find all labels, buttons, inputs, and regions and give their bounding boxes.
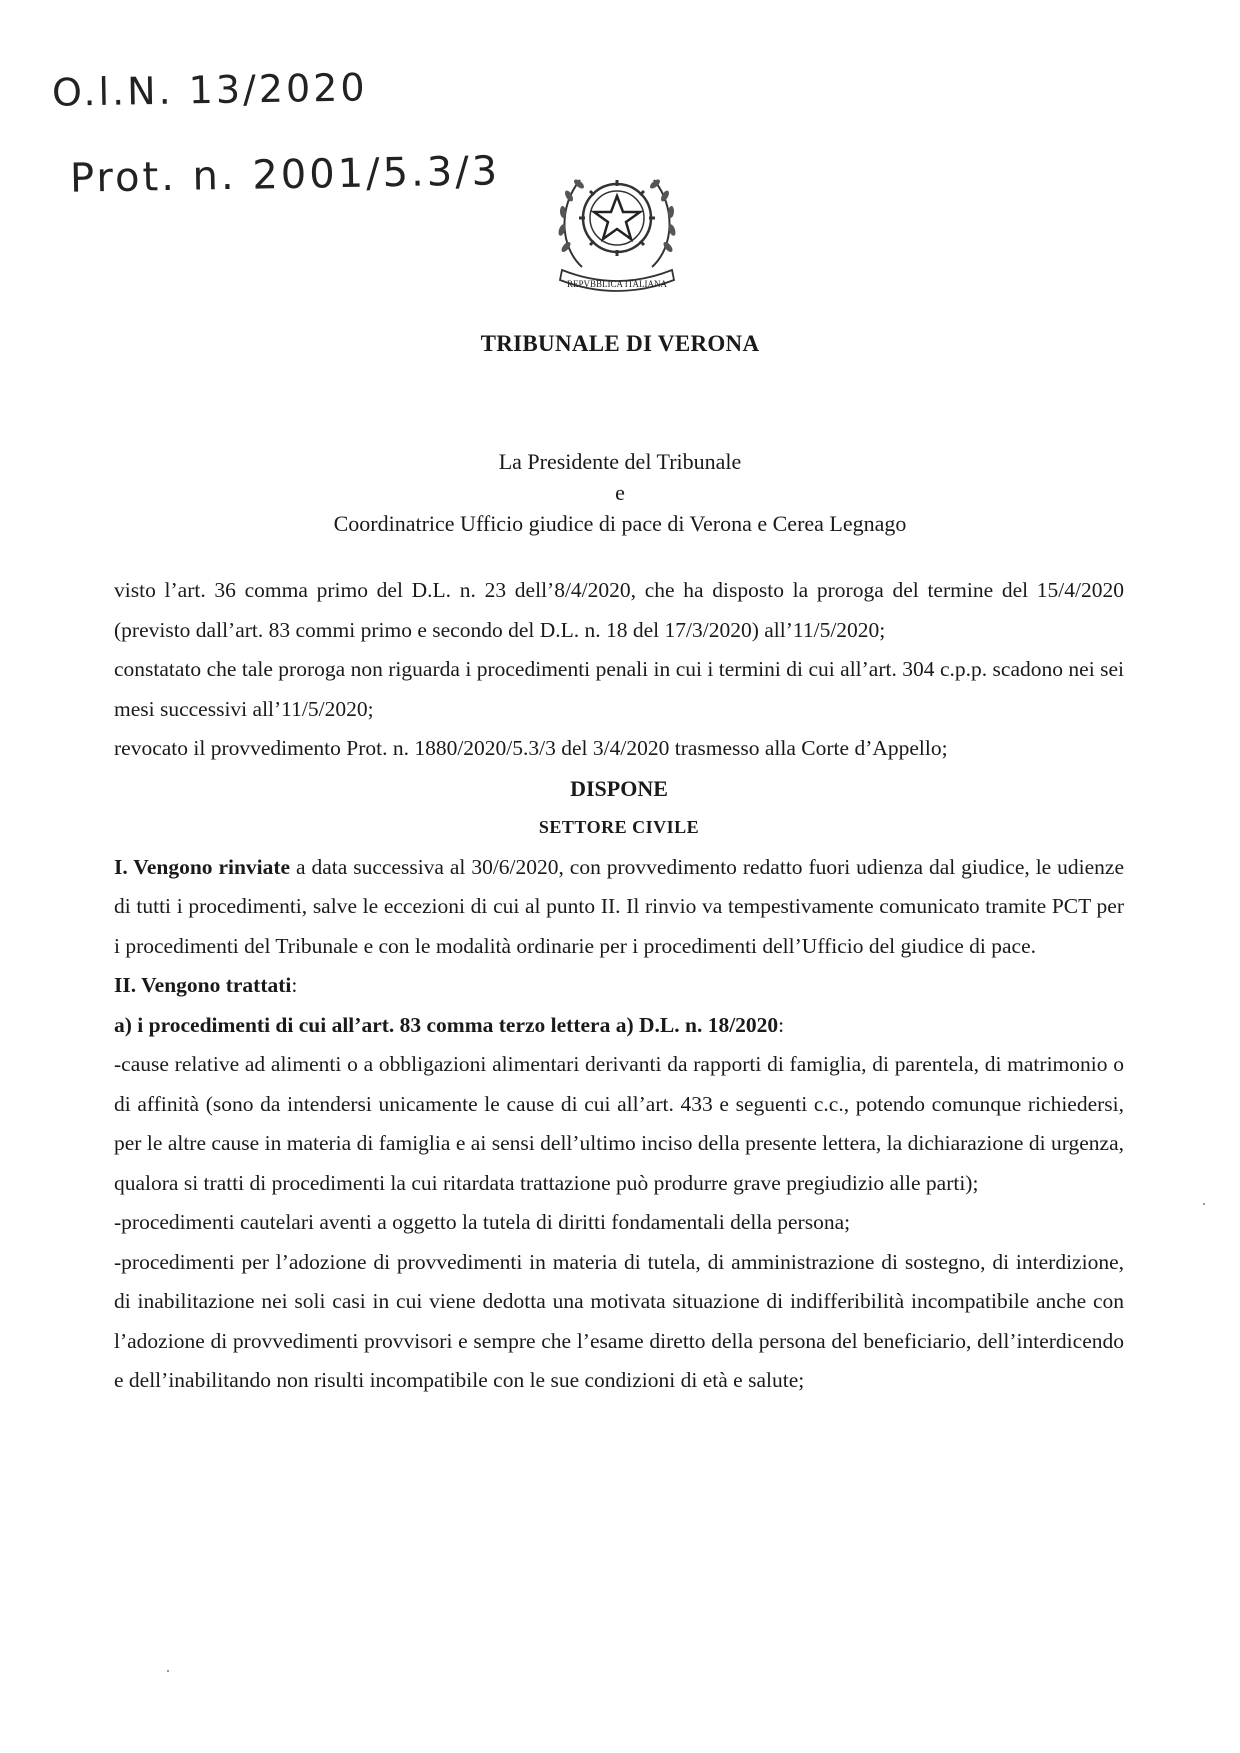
point-1-lead: I. Vengono rinviate [114, 854, 291, 879]
heading-conjunction: e [615, 480, 625, 505]
list-item: -procedimenti per l’adozione di provvedimenti in materia di tutela, di amministrazione di sostegno, di interdizione, di inabilitazione nei soli casi in cui viene dedotta una motivata situazione di indifferibilità incompatibile anche con l’adozione di provvedimenti provvisori e sempre che l’esame diretto della persona del beneficiario, dell’interdicendo e dell’inabilitando non risulti incompatibile con le sue condizioni di età e salute; [114, 1249, 1124, 1392]
scan-speck [1203, 1203, 1205, 1205]
emblem-ribbon-text: REPVBBLICA ITALIANA [566, 279, 668, 289]
preamble-revocato: revocato il provvedimento Prot. n. 1880/2020/5.3/3 del 3/4/2020 trasmesso alla Corte d’Appello; [114, 736, 948, 760]
list-item: -procedimenti cautelari aventi a oggetto la tutela di diritti fondamentali della persona; [114, 1210, 851, 1234]
heading-role: La Presidente del Tribunale [498, 449, 742, 474]
document-body [114, 571, 1124, 1401]
repubblica-italiana-emblem-icon [552, 152, 682, 302]
point-2-subsection-a [114, 1006, 1124, 1046]
handwritten-protocol-number: O.l.N. 13/2020 [51, 65, 368, 115]
scan-speck [167, 1670, 169, 1672]
list-item: -cause relative ad alimenti o a obbligazioni alimentari derivanti da rapporti di famiglia, di parentela, di matrimonio o di affinità (sono da intendersi unicamente le cause di cui all’art. 433 e seguenti c.c., potendo comunque richiedersi, per le altre cause in materia di famiglia e ai sensi dell’ultimo inciso della presente lettera, la dichiarazione di urgenza, qualora si tratti di procedimenti la cui ritardata trattazione può produrre grave pregiudizio alle parti); [114, 1052, 1124, 1195]
point-1 [114, 848, 1124, 967]
point-2-title-suffix: : [291, 973, 298, 997]
point-2-title [114, 966, 1124, 1006]
point-2-title-text: II. Vengono trattati [114, 973, 292, 997]
document-heading [0, 446, 1240, 539]
heading-office: Coordinatrice Ufficio giudice di pace di Verona e Cerea Legnago [333, 511, 907, 536]
preamble-constatato: constatato che tale proroga non riguarda i procedimenti penali in cui i termini di cui all’art. 304 c.p.p. scadono nei sei mesi successivi all’11/5/2020; [114, 657, 1124, 721]
court-title: TRIBUNALE DI VERONA [480, 331, 760, 356]
handwritten-prot-number: Prot. n. 2001/5.3/3 [69, 148, 501, 202]
subsection-a-suffix: : [778, 1012, 785, 1037]
settore-civile-heading: SETTORE CIVILE [538, 817, 700, 837]
subsection-a-text: a) i procedimenti di cui all’art. 83 comma terzo lettera a) D.L. n. 18/2020 [114, 1012, 779, 1037]
dispone-heading: DISPONE [570, 775, 668, 801]
point-1-text: a data successiva al 30/6/2020, con provvedimento redatto fuori udienza dal giudice, le udienze di tutti i procedimenti, salve le eccezioni di cui al punto II. Il rinvio va tempestivamente comunicato tramite PCT per i procedimenti del Tribunale e con le modalità ordinarie per i procedimenti dell’Ufficio del giudice di pace. [114, 854, 1124, 958]
preamble-visto: visto l’art. 36 comma primo del D.L. n. 23 dell’8/4/2020, che ha disposto la proroga del termine del 15/4/2020 (previsto dall’art. 83 commi primo e secondo del D.L. n. 18 del 17/3/2020) all’11/5/2020; [114, 578, 1124, 642]
